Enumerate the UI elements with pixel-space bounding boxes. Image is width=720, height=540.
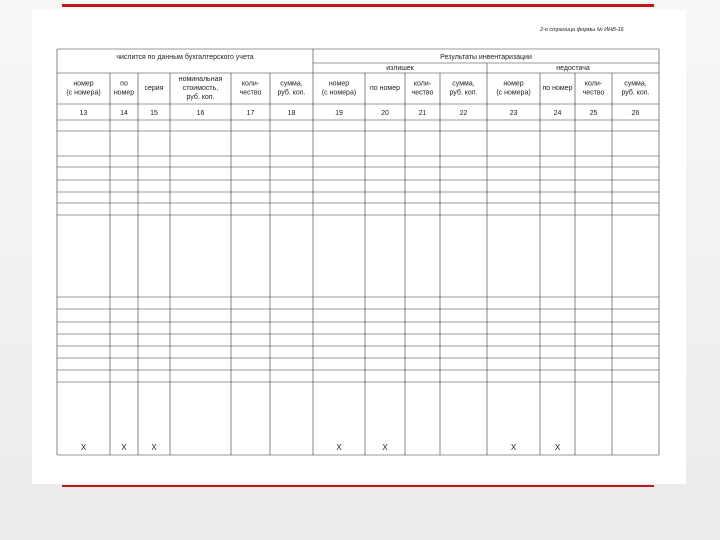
column-header-18-line-0: сумма,	[280, 80, 303, 88]
column-number-15: 15	[150, 110, 158, 117]
column-header-19-line-1: (с номера)	[321, 89, 357, 97]
group-header-results: Результаты инвентаризации	[440, 54, 532, 61]
column-header-20-line-0: по номер	[370, 85, 400, 92]
table-text	[66, 53, 649, 452]
column-header-21-line-1: чество	[411, 89, 434, 97]
column-header-15-line-0: серия	[144, 85, 164, 92]
column-number-24: 24	[553, 110, 562, 117]
column-header-23-line-1: (с номера)	[496, 89, 531, 97]
column-header-19-line-0: номер	[328, 80, 350, 88]
column-header-16-line-1: стоимость,	[182, 85, 219, 92]
column-header-16-line-0: номинальная	[178, 76, 223, 83]
footer-x-mark-14: X	[121, 443, 127, 452]
column-number-18: 18	[287, 110, 296, 117]
column-header-14-line-1: номер	[113, 89, 135, 97]
table-grid	[57, 49, 659, 455]
column-number-13: 13	[79, 110, 88, 117]
column-header-21-line-0: коли-	[413, 80, 432, 88]
column-header-18-line-1: руб. коп.	[277, 89, 306, 97]
column-number-22: 22	[459, 110, 468, 117]
group-header-surplus: излишек	[386, 65, 414, 72]
column-header-13-line-0: номер	[73, 80, 94, 88]
column-header-26-line-1: руб. коп.	[621, 89, 650, 97]
column-number-14: 14	[120, 110, 128, 117]
column-header-22-line-0: сумма,	[452, 80, 475, 88]
column-header-26-line-0: сумма,	[624, 80, 647, 88]
footer-x-mark-24: X	[554, 443, 561, 452]
footer-x-mark-19: X	[336, 443, 342, 452]
column-header-25-line-0: коли-	[584, 80, 603, 88]
column-number-21: 21	[418, 110, 427, 117]
column-number-16: 16	[196, 110, 205, 117]
column-header-24-line-0: по номер	[542, 85, 573, 92]
column-header-17-line-0: коли-	[241, 80, 260, 88]
column-header-22-line-1: руб. коп.	[449, 89, 478, 97]
group-header-accounting: числится по данным бухгалтерского учета	[116, 54, 254, 61]
column-header-25-line-1: чество	[582, 89, 605, 97]
footer-x-mark-15: X	[151, 443, 157, 452]
column-number-19: 19	[335, 110, 343, 117]
column-number-17: 17	[246, 110, 255, 117]
column-number-25: 25	[589, 110, 598, 117]
column-header-23-line-0: номер	[503, 80, 524, 88]
footer-x-mark-13: X	[80, 443, 87, 452]
column-header-16-line-2: руб. коп.	[186, 94, 215, 101]
column-header-14-line-0: по	[120, 80, 128, 88]
column-header-13-line-1: (с номера)	[66, 89, 101, 97]
column-number-26: 26	[631, 110, 640, 117]
column-number-20: 20	[381, 110, 389, 117]
column-number-23: 23	[509, 110, 518, 117]
footer-x-mark-23: X	[510, 443, 517, 452]
form-page-note: 2-я страница формы № ИНВ-16	[540, 27, 624, 33]
group-header-shortage: недостача	[556, 65, 590, 72]
footer-x-mark-20: X	[382, 443, 388, 452]
column-header-17-line-1: чество	[239, 89, 262, 97]
